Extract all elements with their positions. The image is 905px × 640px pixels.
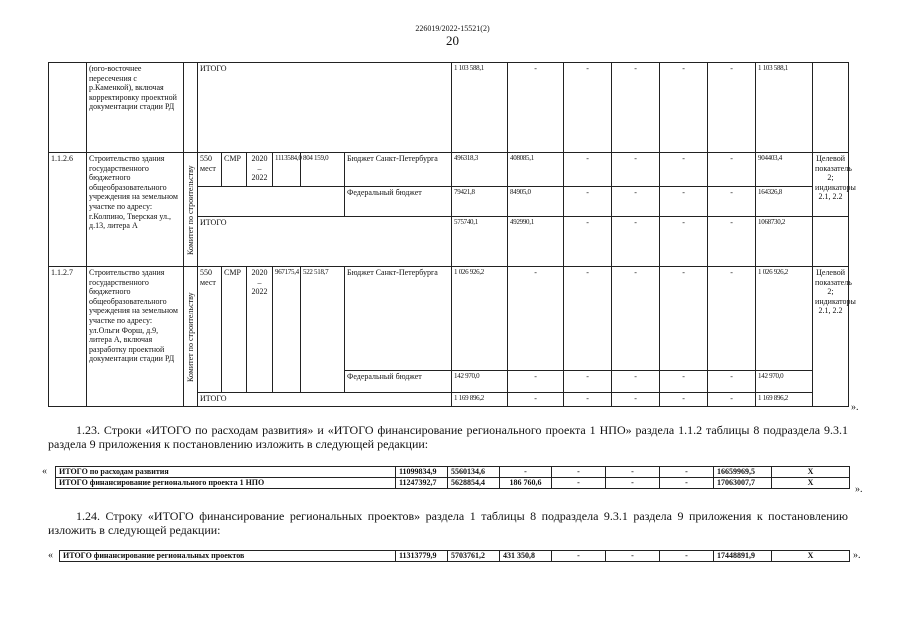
close-quote: ». bbox=[855, 484, 863, 495]
cell-total: 17448891,9 bbox=[714, 551, 772, 562]
cell-2023: - bbox=[612, 217, 660, 267]
funding-source: Федеральный бюджет bbox=[345, 371, 452, 393]
cell-2023: - bbox=[612, 63, 660, 153]
row-number: 1.1.2.7 bbox=[49, 267, 87, 407]
cell-2022: - bbox=[564, 393, 612, 407]
main-table bbox=[48, 62, 856, 407]
itogo-label: ИТОГО bbox=[198, 63, 452, 153]
cell-2020: 11313779,9 bbox=[396, 551, 448, 562]
cost-remaining: 522 518,7 bbox=[301, 267, 345, 393]
cell-2025: - bbox=[708, 217, 756, 267]
cell-2021: - bbox=[508, 63, 564, 153]
cell-2022: - bbox=[564, 267, 612, 371]
cell-2022: 186 760,6 bbox=[500, 478, 552, 489]
cell-2024: - bbox=[660, 153, 708, 187]
project-name: (юго-восточнее пересечения с р.Каменкой), включая корректировку проектной документации стадии РД bbox=[87, 63, 184, 153]
cell-total: 142 970,0 bbox=[756, 371, 813, 393]
cell-2025: - bbox=[660, 478, 714, 489]
cell-2021: 408085,1 bbox=[508, 153, 564, 187]
page-number: 20 bbox=[446, 33, 459, 48]
open-quote: « bbox=[42, 466, 47, 477]
cell-total: 1 103 588,1 bbox=[756, 63, 813, 153]
cell-2025: - bbox=[660, 467, 714, 478]
cell-2025: - bbox=[708, 153, 756, 187]
cell-2024: - bbox=[660, 187, 708, 217]
cell-2021: 84905,0 bbox=[508, 187, 564, 217]
table-row bbox=[56, 478, 850, 489]
cell-2020: 11247392,7 bbox=[396, 478, 448, 489]
cell-2020: 575740,1 bbox=[452, 217, 508, 267]
indicator: Целевой показатель 2; индикаторы 2.1, 2.2 bbox=[813, 267, 849, 407]
years: 2020 – 2022 bbox=[247, 267, 273, 393]
cell-2022: 431 350,8 bbox=[500, 551, 552, 562]
cell-2025: - bbox=[708, 393, 756, 407]
close-quote: ». bbox=[853, 550, 861, 561]
cell-2021: - bbox=[508, 393, 564, 407]
cell-2025: - bbox=[708, 187, 756, 217]
row-label: ИТОГО финансирование региональных проектов bbox=[60, 551, 396, 562]
row-label: ИТОГО финансирование регионального проекта 1 НПО bbox=[56, 478, 396, 489]
cell-total: 904403,4 bbox=[756, 153, 813, 187]
table-row bbox=[49, 153, 849, 187]
indicator: Целевой показатель 2; индикаторы 2.1, 2.2 bbox=[813, 153, 849, 217]
cell-2020: 11099834,9 bbox=[396, 467, 448, 478]
itogo-label: ИТОГО bbox=[198, 393, 452, 407]
document-id: 226019/2022-15521(2) bbox=[415, 24, 490, 33]
cell-2020: 1 103 588,1 bbox=[452, 63, 508, 153]
cell-2024: - bbox=[606, 478, 660, 489]
funding-source: Бюджет Санкт-Петербурга bbox=[345, 153, 452, 187]
cell-2020: 496318,3 bbox=[452, 153, 508, 187]
table-row bbox=[49, 63, 849, 153]
table-row bbox=[49, 267, 849, 371]
capacity: 550 мест bbox=[198, 153, 222, 187]
cell-total: 164326,8 bbox=[756, 187, 813, 217]
cell-2025: - bbox=[708, 267, 756, 371]
table-row bbox=[56, 467, 850, 478]
cell-2025: - bbox=[708, 371, 756, 393]
cell-2022: - bbox=[500, 467, 552, 478]
cell-2024: - bbox=[660, 371, 708, 393]
close-quote: ». bbox=[851, 402, 859, 413]
paragraph-1-24: 1.24. Строку «ИТОГО финансирование региональных проектов» раздела 1 таблицы 8 подраздела 9.3.1 раздела 9 приложения к постановлению изложить в следующей редакции: bbox=[48, 509, 848, 537]
cell-2023: - bbox=[552, 551, 606, 562]
cell-2024: - bbox=[606, 467, 660, 478]
cost-remaining: 804 159,0 bbox=[301, 153, 345, 187]
table-row bbox=[60, 551, 850, 562]
cell-2021: 5628854,4 bbox=[448, 478, 500, 489]
executor: Комитет по строительству bbox=[184, 267, 198, 407]
cell-2023: - bbox=[552, 478, 606, 489]
cell-x: Х bbox=[772, 478, 850, 489]
itogo-label: ИТОГО bbox=[198, 217, 452, 267]
cell-2024: - bbox=[660, 63, 708, 153]
cell-2021: - bbox=[508, 371, 564, 393]
project-name: Строительство здания государственного бюджетного общеобразовательного учреждения на земельном участке по адресу: г.Колпино, Тверская ул., д.13, литера А bbox=[87, 153, 184, 267]
paragraph-1-23: 1.23. Строки «ИТОГО по расходам развития» и «ИТОГО финансирование регионального проекта 1 НПО» раздела 1.1.2 таблицы 8 подраздела 9.3.1 раздела 9 приложения к постановлению изложить в следующей редакции: bbox=[48, 423, 848, 451]
funding-source: Федеральный бюджет bbox=[345, 187, 452, 217]
row-label: ИТОГО по расходам развития bbox=[56, 467, 396, 478]
cell-2022: - bbox=[564, 187, 612, 217]
regional-total-table bbox=[59, 550, 850, 562]
row-number: 1.1.2.6 bbox=[49, 153, 87, 267]
cell-2024: - bbox=[660, 217, 708, 267]
cell-x: Х bbox=[772, 467, 850, 478]
cell-2024: - bbox=[660, 267, 708, 371]
cell-2023: - bbox=[612, 187, 660, 217]
cell-2022: - bbox=[564, 63, 612, 153]
executor: Комитет по строительству bbox=[184, 153, 198, 267]
cell-total: 1068730,2 bbox=[756, 217, 813, 267]
cell-2020: 1 026 926,2 bbox=[452, 267, 508, 371]
cell-2022: - bbox=[564, 371, 612, 393]
cell-2022: - bbox=[564, 217, 612, 267]
capacity: 550 мест bbox=[198, 267, 222, 393]
cell-2023: - bbox=[612, 267, 660, 371]
cell-2022: - bbox=[564, 153, 612, 187]
cell-2021: 5703761,2 bbox=[448, 551, 500, 562]
cell-2021: 492990,1 bbox=[508, 217, 564, 267]
funding-source: Бюджет Санкт-Петербурга bbox=[345, 267, 452, 371]
cell-2021: 5560134,6 bbox=[448, 467, 500, 478]
cell-total: 1 026 926,2 bbox=[756, 267, 813, 371]
cell-x: Х bbox=[772, 551, 850, 562]
open-quote: « bbox=[48, 550, 53, 561]
work-type: СМР bbox=[222, 153, 247, 187]
years: 2020 – 2022 bbox=[247, 153, 273, 187]
cell-total: 1 169 896,2 bbox=[756, 393, 813, 407]
cell-total: 17063007,7 bbox=[714, 478, 772, 489]
cost-estimate: 1113584,0 bbox=[273, 153, 301, 187]
cell-2023: - bbox=[612, 153, 660, 187]
cell-2021: - bbox=[508, 267, 564, 371]
cell-2023: - bbox=[612, 371, 660, 393]
cell-2025: - bbox=[708, 63, 756, 153]
cost-estimate: 967175,4 bbox=[273, 267, 301, 393]
cell-2020: 79421,8 bbox=[452, 187, 508, 217]
cell-2024: - bbox=[660, 393, 708, 407]
cell-2023: - bbox=[612, 393, 660, 407]
cell-2025: - bbox=[660, 551, 714, 562]
cell-2020: 1 169 896,2 bbox=[452, 393, 508, 407]
cell-2020: 142 970,0 bbox=[452, 371, 508, 393]
work-type: СМР bbox=[222, 267, 247, 393]
project-name: Строительство здания государственного бюджетного общеобразовательного учреждения на земельном участке по адресу: ул.Ольги Форш, д.9, литера А, включая разработку проектной документации стадии РД bbox=[87, 267, 184, 407]
cell-2023: - bbox=[552, 467, 606, 478]
cell-2024: - bbox=[606, 551, 660, 562]
totals-table bbox=[55, 466, 850, 489]
cell-total: 16659969,5 bbox=[714, 467, 772, 478]
